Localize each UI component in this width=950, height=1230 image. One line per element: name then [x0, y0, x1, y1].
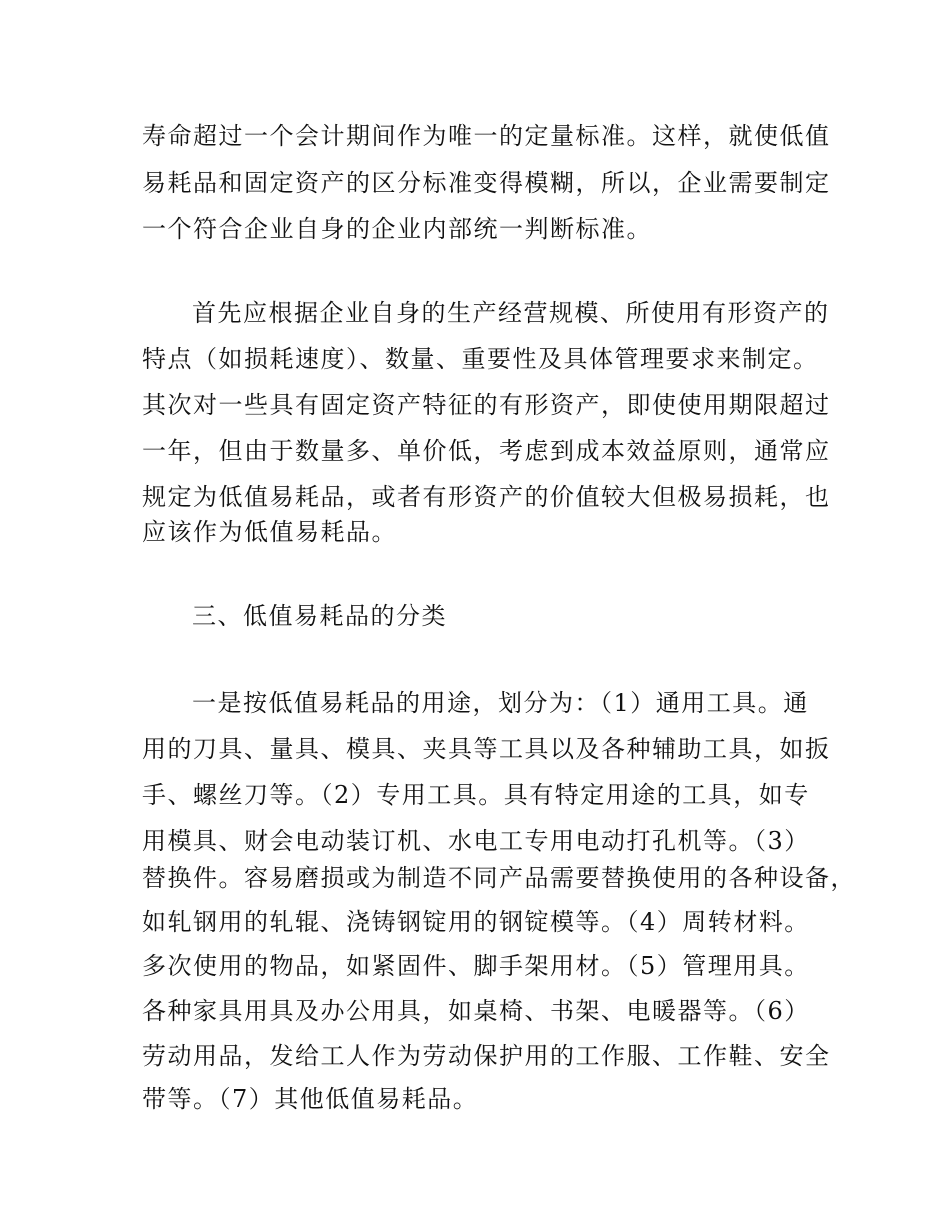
paragraph-1-line-1: 寿命超过一个会计期间作为唯一的定量标准。这样，就使低值 [142, 122, 831, 150]
paragraph-4-line-4: 用模具、财会电动装订机、水电工专用电动打孔机等。（3） [142, 827, 810, 855]
paragraph-2-line-2: 特点（如损耗速度）、数量、重要性及具体管理要求来制定。 [142, 345, 819, 373]
paragraph-4-line-10: 带等。（7）其他低值易耗品。 [142, 1085, 479, 1113]
section-heading: 三、低值易耗品的分类 [192, 602, 447, 630]
paragraph-4-line-3: 手、螺丝刀等。（2）专用工具。具有特定用途的工具，如专 [142, 781, 810, 809]
paragraph-2-line-5: 规定为低值易耗品，或者有形资产的价值较大但极易损耗，也 [142, 483, 831, 511]
paragraph-4-line-2: 用的刀具、量具、模具、夹具等工具以及各种辅助工具，如扳 [142, 735, 831, 763]
paragraph-4-line-5: 替换件。容易磨损或为制造不同产品需要替换使用的各种设备， [142, 864, 856, 892]
paragraph-2-line-1: 首先应根据企业自身的生产经营规模、所使用有形资产的 [192, 299, 830, 327]
paragraph-4-line-9: 劳动用品，发给工人作为劳动保护用的工作服、工作鞋、安全 [142, 1042, 831, 1070]
paragraph-1-line-2: 易耗品和固定资产的区分标准变得模糊，所以，企业需要制定 [142, 169, 831, 197]
paragraph-4-line-7: 多次使用的物品，如紧固件、脚手架用材。（5）管理用具。 [142, 952, 810, 980]
paragraph-4-line-1: 一是按低值易耗品的用途，划分为：（1）通用工具。通 [192, 689, 809, 717]
paragraph-2-line-6: 应该作为低值易耗品。 [142, 518, 397, 546]
paragraph-2-line-4: 一年，但由于数量多、单价低，考虑到成本效益原则，通常应 [142, 437, 831, 465]
paragraph-4-line-6: 如轧钢用的轧辊、浇铸钢锭用的钢锭模等。（4）周转材料。 [142, 908, 810, 936]
paragraph-1-line-3: 一个符合企业自身的企业内部统一判断标准。 [142, 215, 652, 243]
paragraph-2-line-3: 其次对一些具有固定资产特征的有形资产，即使使用期限超过 [142, 391, 831, 419]
paragraph-4-line-8: 各种家具用具及办公用具，如桌椅、书架、电暖器等。（6） [142, 997, 810, 1025]
